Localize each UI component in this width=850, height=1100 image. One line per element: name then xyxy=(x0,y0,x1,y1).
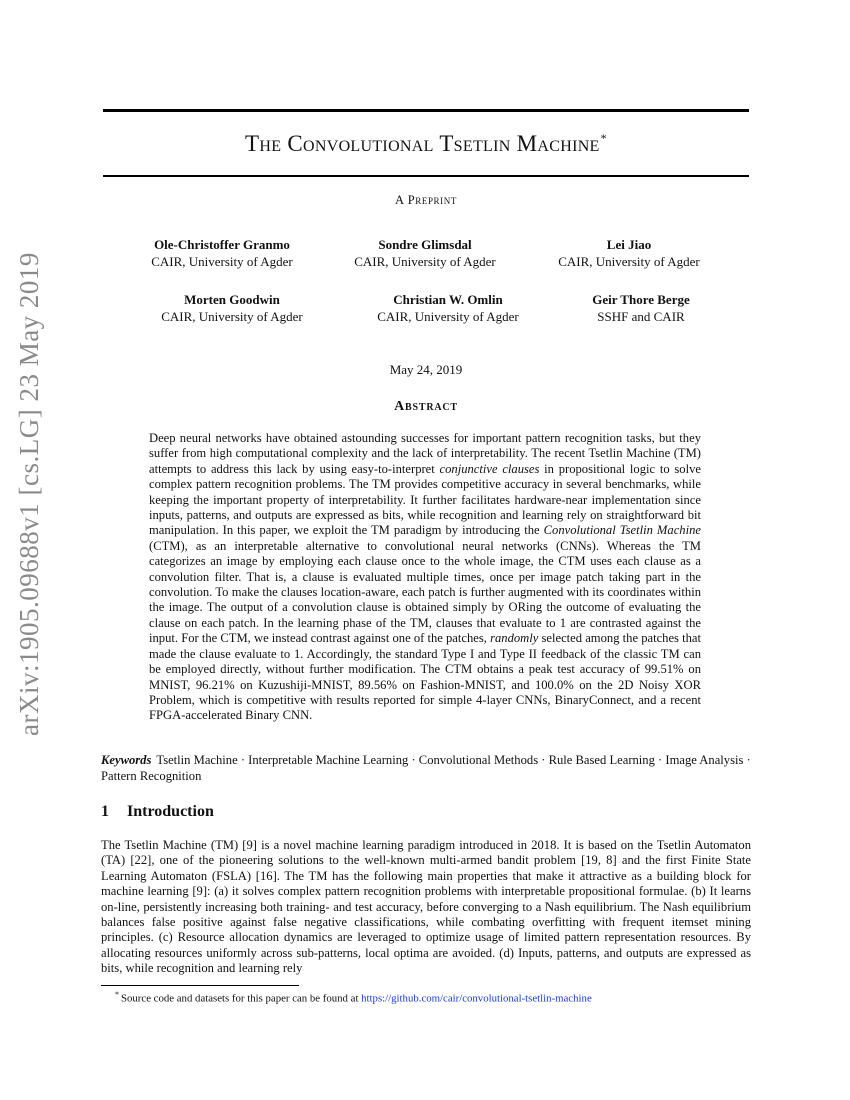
paper-title xyxy=(103,131,749,157)
keywords-label: Keywords xyxy=(101,753,152,767)
author-block xyxy=(315,236,535,270)
author-block xyxy=(122,291,342,325)
section-heading xyxy=(101,803,214,821)
introduction-body: The Tsetlin Machine (TM) [9] is a novel machine learning paradigm introduced in 2018. It is based on the Tsetlin Automaton (TA) [22], one of the pioneering solutions to the well-known multi-armed bandit problem [19, 8] and the first Finite State Learning Automaton (FSLA) [16]. The TM has the following main properties that make it attractive as a building block for machine learning [9]: (a) it solves complex pattern recognition problems with interpretable propositional formulae. (b) It learns on-line, persistently increasing both training- and test accuracy, before converging to a Nash equilibrium. The Nash equilibrium balances false positive against false negative classifications, while combating overfitting with frequent itemset mining principles. (c) Resource allocation dynamics are leveraged to optimize usage of limited pattern representation resources. By allocating resources uniformly across sub-patterns, local optima are avoided. (d) Inputs, patterns, and outputs are expressed as bits, while recognition and learning rely xyxy=(101,838,751,976)
section-number: 1 xyxy=(101,803,109,820)
title-rule-bottom xyxy=(103,175,749,177)
section-title: Introduction xyxy=(127,803,214,820)
abstract-heading: Abstract xyxy=(394,399,458,414)
author-name: Geir Thore Berge xyxy=(592,292,690,307)
footnote-rule xyxy=(101,985,299,986)
author-affiliation: CAIR, University of Agder xyxy=(151,254,293,269)
abstract-text: (CTM), as an interpretable alternative to convolutional neural networks (CNNs). Whereas the TM categorizes an image by employing each clause once to the whole image, the CTM uses each clause as a convolution filter. That is, a clause is evaluated multiple times, once per image patch taking part in the convolution. To make the clauses location-aware, each patch is further augmented with its coordinates within the image. The output of a convolution clause is obtained simply by ORing the outcome of evaluating the clause on each patch. In the learning phase of the TM, clauses that evaluate to 1 are contrasted against the input. For the CTM, we instead contrast against one of the patches, xyxy=(149,538,701,646)
abstract-emphasis: Convolutional Tsetlin Machine xyxy=(543,523,701,538)
abstract-emphasis: conjunctive clauses xyxy=(439,461,540,476)
footnote xyxy=(115,990,592,1005)
paper-title-text: The Convolutional Tsetlin Machine xyxy=(245,131,600,156)
author-name: Sondre Glimsdal xyxy=(378,237,472,252)
author-affiliation: CAIR, University of Agder xyxy=(558,254,700,269)
author-block xyxy=(519,236,739,270)
author-name: Ole-Christoffer Granmo xyxy=(154,237,290,252)
footnote-mark: * xyxy=(115,990,119,999)
author-affiliation: CAIR, University of Agder xyxy=(161,309,303,324)
abstract-text: in propositional logic to solve complex pattern recognition problems. The TM provides competitive accuracy in several benchmarks, while keeping the important property of interpretability. It further facilitates hardware-near implementation since inputs, patterns, and outputs are expressed as bits, while recognition and learning rely on straightforward bit manipulation. In this paper, we exploit the TM paradigm by introducing the xyxy=(149,461,701,538)
source-code-link[interactable]: https://github.com/cair/convolutional-tsetlin-machine xyxy=(361,992,592,1005)
abstract-text: selected among the patches that made the clause evaluate to 1. Accordingly, the standard Type I and Type II feedback of the classic TM can be employed directly, without further modification. The CTM obtains a peak test accuracy of 99.51% on MNIST, 96.21% on Kuzushiji-MNIST, 89.56% on Fashion-MNIST, and 100.0% on the 2D Noisy XOR Problem, which is competitive with results reported for simple 4-layer CNNs, BinaryConnect, and a recent FPGA-accelerated Binary CNN. xyxy=(149,631,701,723)
preprint-label: A Preprint xyxy=(395,193,457,207)
abstract-emphasis: randomly xyxy=(490,631,539,646)
author-name: Christian W. Omlin xyxy=(393,292,503,307)
author-name: Lei Jiao xyxy=(606,237,652,252)
author-affiliation: CAIR, University of Agder xyxy=(377,309,519,324)
author-block xyxy=(112,236,332,270)
keywords xyxy=(101,752,751,784)
author-block xyxy=(338,291,558,325)
keywords-text: Tsetlin Machine · Interpretable Machine Learning · Convolutional Methods · Rule Based Learning · Image Analysis · Pattern Recognition xyxy=(101,753,751,783)
abstract-text: Deep neural networks have obtained astounding successes for important pattern recognition tasks, but they suffer from high computational complexity and the lack of interpretability. The recent Tsetlin Machine (TM) attempts to address this lack by using easy-to-interpret xyxy=(149,431,701,476)
title-footnote-mark[interactable]: * xyxy=(600,131,607,146)
author-block xyxy=(531,291,751,325)
title-rule-top xyxy=(103,109,749,112)
footnote-text: Source code and datasets for this paper can be found at xyxy=(121,992,362,1005)
publication-date: May 24, 2019 xyxy=(389,362,463,377)
author-affiliation: CAIR, University of Agder xyxy=(354,254,496,269)
author-affiliation: SSHF and CAIR xyxy=(597,309,685,324)
abstract-body xyxy=(149,431,701,724)
arxiv-identifier-stamp: arXiv:1905.09688v1 [cs.LG] 23 May 2019 xyxy=(14,252,44,736)
author-name: Morten Goodwin xyxy=(184,292,280,307)
